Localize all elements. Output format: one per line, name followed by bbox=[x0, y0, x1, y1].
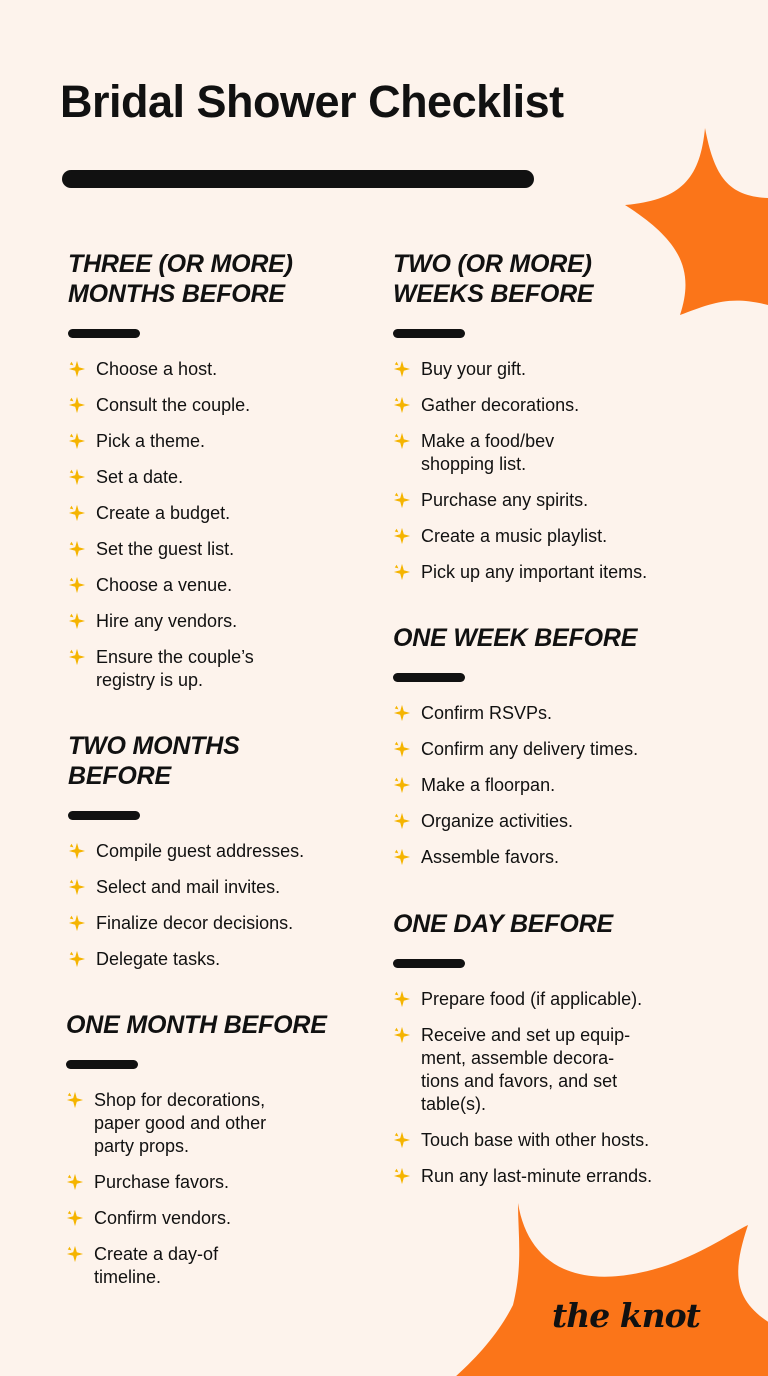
sparkle-icon bbox=[68, 576, 86, 594]
checklist-item-text: Choose a host. bbox=[96, 359, 218, 379]
checklist bbox=[66, 1089, 366, 1289]
checklist-item-text: Create a music playlist. bbox=[421, 526, 608, 546]
checklist-item-text: Gather decorations. bbox=[421, 395, 580, 415]
checklist-item bbox=[393, 988, 713, 1011]
section-one-week-before bbox=[393, 623, 713, 882]
title-divider bbox=[62, 170, 534, 188]
sparkle-icon bbox=[393, 1026, 411, 1044]
sparkle-icon bbox=[393, 396, 411, 414]
checklist-item bbox=[66, 1243, 366, 1289]
checklist-item bbox=[68, 358, 368, 381]
checklist-item bbox=[393, 525, 713, 548]
checklist-item-text: Create a day-of timeline. bbox=[94, 1244, 219, 1287]
section-heading: ONE MONTH BEFORE bbox=[66, 1011, 327, 1039]
sparkle-icon bbox=[66, 1091, 84, 1109]
checklist-item bbox=[393, 1165, 713, 1188]
checklist-item bbox=[66, 1171, 366, 1194]
checklist-item bbox=[68, 876, 368, 899]
checklist-item bbox=[68, 610, 368, 633]
sparkle-icon bbox=[393, 704, 411, 722]
section-divider bbox=[68, 811, 140, 820]
section-two-months-before bbox=[68, 731, 368, 984]
checklist-item bbox=[393, 394, 713, 417]
checklist-item-text: Receive and set up equip- ment, assemble decora- tions and favors, and set table(s). bbox=[421, 1025, 631, 1114]
checklist-item-text: Buy your gift. bbox=[421, 359, 527, 379]
sparkle-icon bbox=[393, 776, 411, 794]
section-heading: TWO MONTHS BEFORE bbox=[68, 732, 240, 790]
checklist-item bbox=[68, 394, 368, 417]
section-one-month-before bbox=[66, 1010, 366, 1302]
section-divider bbox=[393, 959, 465, 968]
checklist-item bbox=[393, 846, 713, 869]
sparkle-icon bbox=[68, 504, 86, 522]
checklist-item-text: Prepare food (if applicable). bbox=[421, 989, 643, 1009]
page-title: Bridal Shower Checklist bbox=[60, 76, 564, 127]
sparkle-icon bbox=[68, 360, 86, 378]
checklist-item-text: Shop for decorations, paper good and other party props. bbox=[94, 1090, 267, 1156]
sparkle-icon bbox=[66, 1245, 84, 1263]
checklist-item bbox=[66, 1089, 366, 1158]
checklist-item bbox=[393, 561, 713, 584]
checklist-item-text: Compile guest addresses. bbox=[96, 841, 305, 861]
checklist-item-text: Hire any vendors. bbox=[96, 611, 238, 631]
checklist-item bbox=[393, 1129, 713, 1152]
checklist-item-text: Pick a theme. bbox=[96, 431, 206, 451]
checklist-item-text: Confirm vendors. bbox=[94, 1208, 232, 1228]
checklist-item-text: Purchase any spirits. bbox=[421, 490, 589, 510]
sparkle-icon bbox=[68, 842, 86, 860]
sparkle-icon bbox=[393, 432, 411, 450]
section-heading: ONE DAY BEFORE bbox=[393, 910, 613, 938]
checklist-item-text: Confirm any delivery times. bbox=[421, 739, 639, 759]
section-divider bbox=[66, 1060, 138, 1069]
checklist-item bbox=[68, 538, 368, 561]
sparkle-icon bbox=[393, 1167, 411, 1185]
sparkle-icon bbox=[393, 1131, 411, 1149]
checklist-item-text: Confirm RSVPs. bbox=[421, 703, 553, 723]
checklist-item bbox=[393, 1024, 713, 1116]
checklist-item bbox=[393, 358, 713, 381]
section-heading: TWO (OR MORE) WEEKS BEFORE bbox=[393, 250, 594, 308]
sparkle-icon bbox=[68, 396, 86, 414]
checklist-item bbox=[66, 1207, 366, 1230]
sparkle-icon bbox=[393, 527, 411, 545]
checklist-item bbox=[393, 738, 713, 761]
section-divider bbox=[68, 329, 140, 338]
starburst-decoration-bottom bbox=[378, 1195, 768, 1376]
section-divider bbox=[393, 673, 465, 682]
checklist-item bbox=[393, 430, 713, 476]
sparkle-icon bbox=[66, 1209, 84, 1227]
checklist-item-text: Create a budget. bbox=[96, 503, 231, 523]
checklist-item-text: Select and mail invites. bbox=[96, 877, 281, 897]
checklist-item bbox=[68, 574, 368, 597]
sparkle-icon bbox=[68, 612, 86, 630]
checklist-item bbox=[68, 502, 368, 525]
checklist-item-text: Organize activities. bbox=[421, 811, 574, 831]
checklist bbox=[68, 840, 368, 971]
sparkle-icon bbox=[393, 740, 411, 758]
checklist-item-text: Delegate tasks. bbox=[96, 949, 221, 969]
sparkle-icon bbox=[68, 878, 86, 896]
checklist bbox=[393, 988, 713, 1188]
checklist-item bbox=[393, 489, 713, 512]
checklist-item-text: Ensure the couple’s registry is up. bbox=[96, 647, 254, 690]
sparkle-icon bbox=[66, 1173, 84, 1191]
checklist-item-text: Purchase favors. bbox=[94, 1172, 230, 1192]
checklist-item-text: Set the guest list. bbox=[96, 539, 235, 559]
checklist-item-text: Make a floorpan. bbox=[421, 775, 556, 795]
sparkle-icon bbox=[68, 540, 86, 558]
sparkle-icon bbox=[393, 990, 411, 1008]
sparkle-icon bbox=[68, 648, 86, 666]
checklist-item-text: Set a date. bbox=[96, 467, 184, 487]
checklist-item-text: Pick up any important items. bbox=[421, 562, 648, 582]
section-heading: THREE (OR MORE) MONTHS BEFORE bbox=[68, 250, 293, 308]
checklist-item-text: Finalize decor decisions. bbox=[96, 913, 294, 933]
section-one-day-before bbox=[393, 909, 713, 1201]
checklist-item bbox=[393, 774, 713, 797]
sparkle-icon bbox=[68, 950, 86, 968]
section-three-months-before bbox=[68, 249, 368, 705]
checklist-item bbox=[68, 948, 368, 971]
checklist-item-text: Touch base with other hosts. bbox=[421, 1130, 650, 1150]
sparkle-icon bbox=[393, 812, 411, 830]
checklist-item bbox=[68, 430, 368, 453]
sparkle-icon bbox=[393, 491, 411, 509]
checklist-item bbox=[393, 702, 713, 725]
sparkle-icon bbox=[393, 563, 411, 581]
checklist-item bbox=[393, 810, 713, 833]
checklist-item bbox=[68, 912, 368, 935]
section-divider bbox=[393, 329, 465, 338]
section-two-weeks-before bbox=[393, 249, 713, 597]
checklist bbox=[393, 358, 713, 584]
checklist-item bbox=[68, 840, 368, 863]
checklist bbox=[393, 702, 713, 869]
checklist-item bbox=[68, 646, 368, 692]
sparkle-icon bbox=[68, 432, 86, 450]
checklist-item bbox=[68, 466, 368, 489]
the-knot-logo: the knot bbox=[552, 1296, 700, 1335]
sparkle-icon bbox=[68, 468, 86, 486]
section-heading: ONE WEEK BEFORE bbox=[393, 624, 638, 652]
checklist bbox=[68, 358, 368, 692]
sparkle-icon bbox=[393, 848, 411, 866]
checklist-item-text: Choose a venue. bbox=[96, 575, 233, 595]
checklist-item-text: Run any last-minute errands. bbox=[421, 1166, 653, 1186]
checklist-item-text: Make a food/bev shopping list. bbox=[421, 431, 555, 474]
sparkle-icon bbox=[393, 360, 411, 378]
checklist-item-text: Assemble favors. bbox=[421, 847, 560, 867]
sparkle-icon bbox=[68, 914, 86, 932]
checklist-item-text: Consult the couple. bbox=[96, 395, 251, 415]
